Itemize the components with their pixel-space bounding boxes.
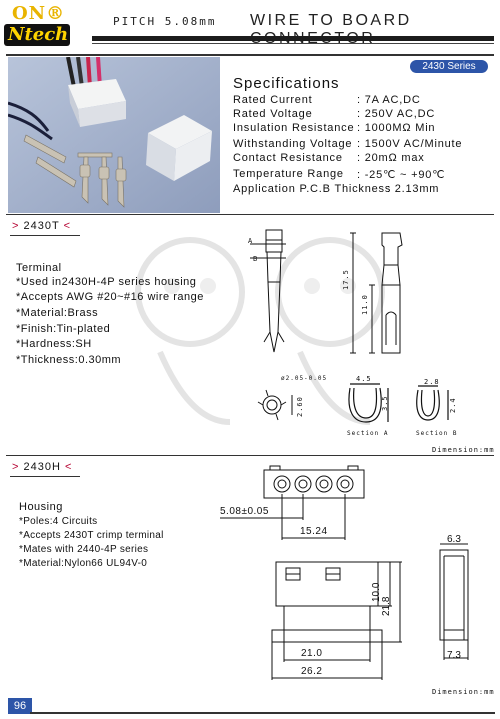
dim-6-3: 6.3: [447, 534, 461, 545]
dim-10-0: 10.0: [371, 582, 382, 602]
dim-17-5: 17.5: [342, 269, 350, 290]
housing-feature: *Accepts 2430T crimp terminal: [19, 530, 164, 541]
spec-row: [233, 152, 425, 164]
footer-rule: [30, 712, 495, 714]
dim-2-60: 2.60: [296, 396, 304, 417]
spec-label: Rated Current: [233, 94, 313, 106]
spec-label: Insulation Resistance: [233, 122, 355, 134]
dim-21-8: 21.8: [381, 596, 392, 616]
terminal-feature: *Thickness:0.30mm: [16, 354, 122, 366]
series-badge: 2430 Series: [410, 60, 488, 73]
terminal-heading: Terminal: [16, 262, 62, 274]
housing-heading: Housing: [19, 501, 63, 513]
terminal-feature: *Accepts AWG #20~#16 wire range: [16, 291, 204, 303]
spec-value: : 1000MΩ Min: [357, 122, 436, 134]
housing-feature: *Material:Nylon66 UL94V-0: [19, 558, 148, 569]
terminal-section-tag: > 2430T <: [12, 220, 71, 232]
dim-2-8: 2.8: [424, 378, 440, 386]
dim-3-5: 3.5: [381, 395, 389, 411]
spec-value: : -25℃ ~ +90℃: [357, 169, 446, 181]
section-a-label: Section A: [347, 430, 389, 437]
brand-logo-top: ON®: [12, 3, 66, 24]
dim-26-2: 26.2: [301, 666, 323, 677]
housing-feature: *Mates with 2440-4P series: [19, 544, 149, 555]
dimension-unit-label: Dimension:mm: [432, 446, 495, 454]
section-divider: [6, 455, 494, 456]
terminal-part-code: 2430T: [23, 220, 60, 232]
housing-part-code: 2430H: [23, 461, 61, 473]
tag-underline: [10, 476, 80, 477]
dim-2-4: 2.4: [449, 397, 457, 413]
housing-side-drawing: [428, 534, 478, 664]
spec-label: Temperature Range: [233, 168, 344, 180]
dim-diameter: ø2.05-0.05: [281, 375, 328, 382]
section-divider: [6, 214, 494, 215]
dim-pitch: 5.08±0.05: [220, 506, 269, 517]
header-rule-thin: [92, 43, 494, 44]
pitch-label: PITCH 5.08mm: [113, 15, 217, 28]
spec-row: [233, 183, 440, 195]
page-title: WIRE TO BOARD: [250, 12, 412, 29]
dim-label-a: A: [248, 237, 254, 245]
section-top-border: [6, 54, 494, 56]
spec-label: Application P.C.B Thickness: [233, 183, 392, 195]
spec-label: Withstanding Voltage: [233, 138, 353, 150]
spec-row: [233, 94, 421, 106]
terminal-feature: *Material:Brass: [16, 307, 99, 319]
dim-label-b: B: [253, 255, 259, 263]
spec-value: : 7A AC,DC: [357, 94, 421, 106]
spec-label: Rated Voltage: [233, 108, 313, 120]
housing-section-tag: > 2430H <: [12, 461, 73, 473]
spec-value: : 20mΩ max: [357, 152, 425, 164]
specifications-title: Specifications: [233, 75, 340, 92]
dim-21-0: 21.0: [301, 648, 323, 659]
spec-row: [233, 108, 436, 120]
dim-4-5: 4.5: [356, 375, 372, 383]
spec-value: : 2.13mm: [387, 183, 440, 195]
spec-label: Contact Resistance: [233, 152, 343, 164]
brand-logo: Ntech: [4, 24, 70, 46]
terminal-front-drawing: [338, 225, 418, 365]
spec-value: : 1500V AC/Minute: [357, 138, 463, 150]
spec-row: [233, 168, 446, 181]
terminal-feature: *Finish:Tin-plated: [16, 323, 111, 335]
header-rule: [92, 36, 494, 41]
dim-11-0: 11.0: [361, 294, 369, 315]
terminal-feature: *Used in2430H-4P series housing: [16, 276, 197, 288]
housing-front-drawing: [262, 556, 402, 686]
spec-value: : 250V AC,DC: [357, 108, 436, 120]
section-b-label: Section B: [416, 430, 458, 437]
product-photo: [8, 57, 220, 213]
housing-top-drawing: [218, 462, 378, 542]
spec-row: [233, 138, 463, 150]
dim-7-3: 7.3: [447, 650, 461, 661]
terminal-feature: *Hardness:SH: [16, 338, 92, 350]
dimension-unit-label: Dimension:mm: [432, 688, 495, 696]
spec-row: [233, 122, 436, 134]
dim-15-24: 15.24: [300, 526, 328, 537]
tag-underline: [10, 235, 80, 236]
page-number: 96: [8, 698, 32, 714]
housing-feature: *Poles:4 Circuits: [19, 516, 98, 527]
